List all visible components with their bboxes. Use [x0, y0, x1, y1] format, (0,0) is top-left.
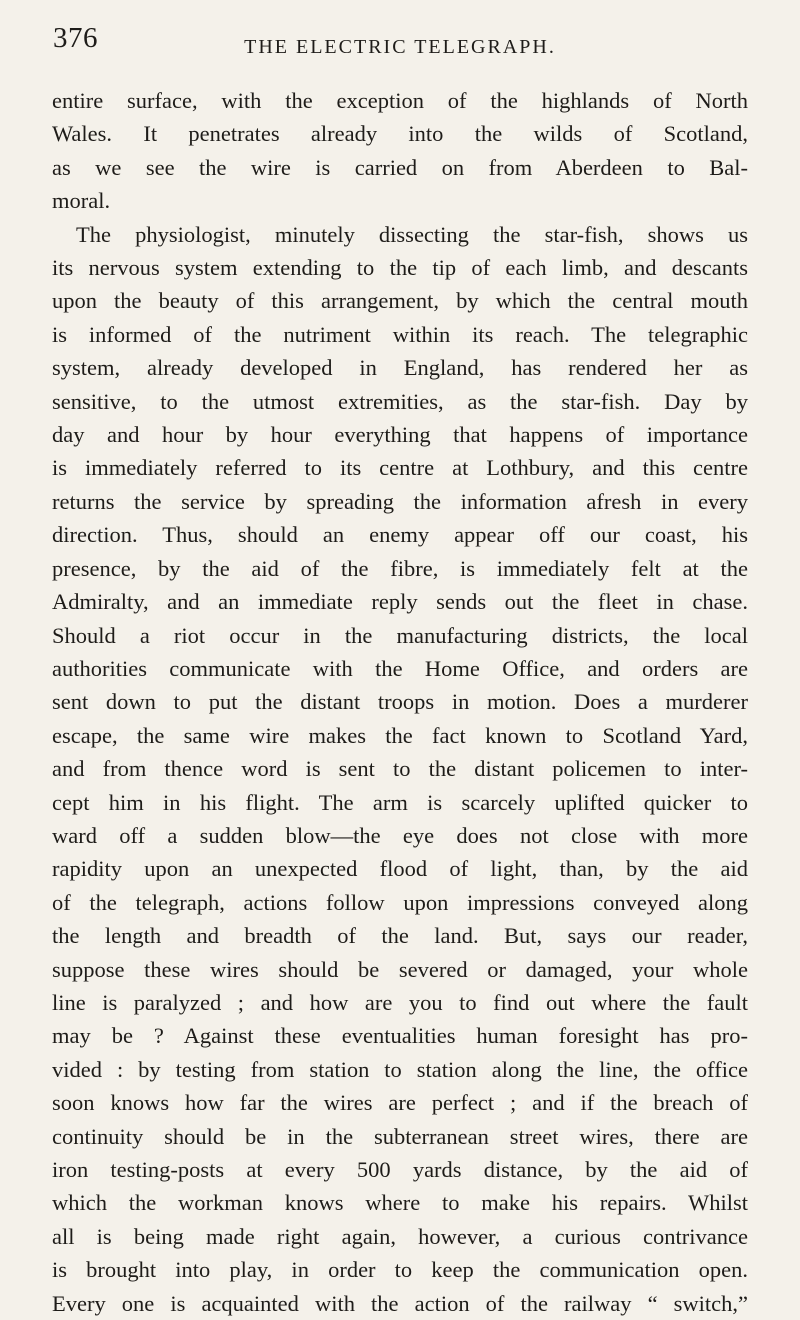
text-line: soon knows how far the wires are perfect ; and if the breach of: [52, 1090, 748, 1116]
text-line: sent down to put the distant troops in motion. Does a murderer: [52, 689, 748, 715]
text-line: its nervous system extending to the tip of each limb, and descants: [52, 255, 748, 281]
text-line: vided : by testing from station to station along the line, the office: [52, 1056, 748, 1082]
text-line: Admiralty, and an immediate reply sends out the fleet in chase.: [52, 589, 748, 615]
text-line: entire surface, with the exception of the highlands of North: [52, 88, 748, 113]
text-line: authorities communicate with the Home Office, and orders are: [52, 655, 748, 681]
text-line: Wales. It penetrates already into the wilds of Scotland,: [52, 121, 748, 147]
text-line: day and hour by hour everything that happens of importance: [52, 422, 748, 448]
text-line: sensitive, to the utmost extremities, as the star-fish. Day by: [52, 388, 748, 414]
text-line: is immediately referred to its centre at Lothbury, and this centre: [52, 455, 748, 481]
text-line: presence, by the aid of the fibre, is immediately felt at the: [52, 555, 748, 581]
paragraph-1: [52, 84, 748, 218]
text-line: continuity should be in the subterranean street wires, there are: [52, 1123, 748, 1149]
text-line: Should a riot occur in the manufacturing districts, the local: [52, 622, 748, 648]
text-line: upon the beauty of this arrangement, by which the central mouth: [52, 288, 748, 314]
text-line: suppose these wires should be severed or damaged, your whole: [52, 956, 748, 982]
text-line: all is being made right again, however, a curious contrivance: [52, 1223, 748, 1249]
text-line: may be ? Against these eventualities human foresight has pro-: [52, 1023, 748, 1049]
text-line: ward off a sudden blow—the eye does not close with more: [52, 822, 748, 848]
text-line: direction. Thus, should an enemy appear off our coast, his: [52, 522, 748, 548]
running-head: [52, 14, 748, 64]
running-title: THE ELECTRIC TELEGRAPH.: [244, 36, 556, 58]
text-line: system, already developed in England, has rendered her as: [52, 355, 748, 381]
text-line: is informed of the nutriment within its reach. The telegraphic: [52, 321, 748, 347]
text-line: the length and breadth of the land. But, says our reader,: [52, 923, 748, 949]
body-text: [52, 84, 748, 1320]
text-line: cept him in his flight. The arm is scarcely uplifted quicker to: [52, 789, 748, 815]
text-line: The physiologist, minutely dissecting the star-fish, shows us: [76, 221, 748, 247]
text-line: which the workman knows where to make his repairs. Whilst: [52, 1190, 748, 1216]
text-line: rapidity upon an unexpected flood of light, than, by the aid: [52, 856, 748, 882]
text-line: escape, the same wire makes the fact known to Scotland Yard,: [52, 722, 748, 748]
text-line: of the telegraph, actions follow upon impressions conveyed along: [52, 889, 748, 915]
page-number: 376: [53, 22, 98, 54]
text-line: iron testing-posts at every 500 yards distance, by the aid of: [52, 1157, 748, 1182]
text-line: moral.: [52, 188, 111, 214]
paragraph-2: [52, 218, 748, 1320]
text-line: line is paralyzed ; and how are you to find out where the fault: [52, 989, 748, 1015]
text-line: and from thence word is sent to the distant policemen to inter-: [52, 756, 748, 782]
text-line: is brought into play, in order to keep the communication open.: [52, 1257, 748, 1283]
text-line: Every one is acquainted with the action of the railway “ switch,”: [52, 1290, 748, 1316]
text-line: returns the service by spreading the information afresh in every: [52, 488, 748, 514]
text-line: as we see the wire is carried on from Aberdeen to Bal-: [52, 154, 748, 180]
